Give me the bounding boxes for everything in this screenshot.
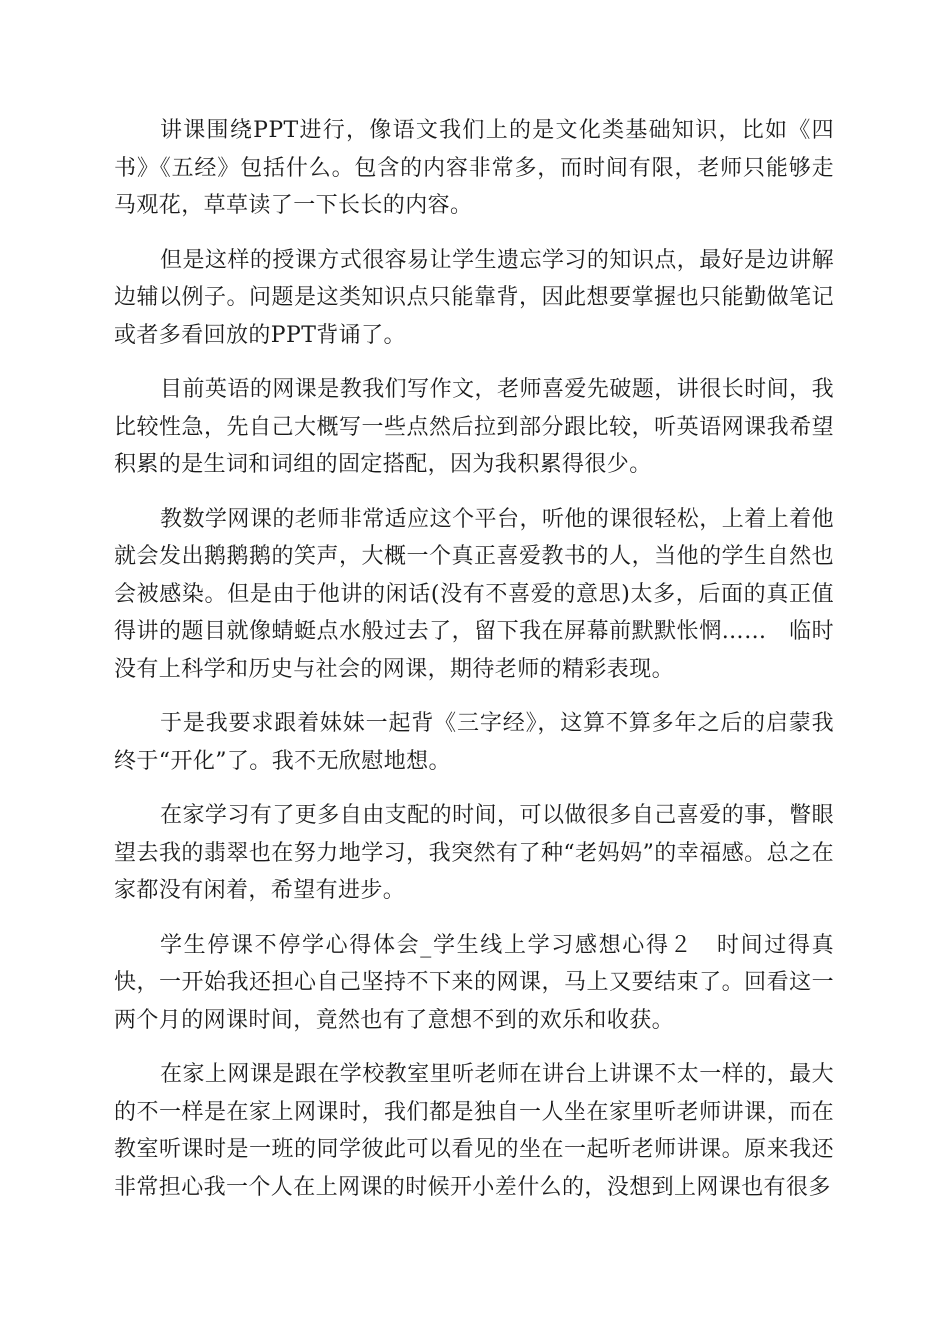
paragraph: 于是我要求跟着妹妹一起背《三字经》，这算不算多年之后的启蒙我终于“开化”了。我不无欣慰地想。	[114, 711, 834, 774]
paragraph: 在家学习有了更多自由支配的时间，可以做很多自己喜爱的事，瞥眼望去我的翡翠也在努力地学习，我突然有了种“老妈妈”的幸福感。总之在家都没有闲着，希望有进步。	[114, 803, 834, 903]
paragraph: 但是这样的授课方式很容易让学生遗忘学习的知识点，最好是边讲解边辅以例子。问题是这类知识点只能靠背，因此想要掌握也只能勤做笔记或者多看回放的PPT背诵了。	[114, 247, 834, 348]
paragraph: 在家上网课是跟在学校教室里听老师在讲台上讲课不太一样的，最大的不一样是在家上网课时，我们都是独自一人坐在家里听老师讲课，而在教室听课时是一班的同学彼此可以看见的坐在一起听老师讲课。原来我还非常担心我一个人在上网课的时候开小差什么的，没想到上网课也有很多	[114, 1062, 834, 1200]
paragraph: 教数学网课的老师非常适应这个平台，听他的课很轻松，上着上着他就会发出鹅鹅鹅的笑声，大概一个真正喜爱教书的人，当他的学生自然也会被感染。但是由于他讲的闲话(没有不喜爱的意思)太多，后面的真正值得讲的题目就像蜻蜓点水般过去了，留下我在屏幕前默默怅惘…… 临时没有上科学和历史与社会的网课，期待老师的精彩表现。	[114, 506, 834, 682]
document-body	[114, 112, 834, 1223]
paragraph: 目前英语的网课是教我们写作文，老师喜爱先破题，讲很长时间，我比较性急，先自己大概写一些点然后拉到部分跟比较，听英语网课我希望积累的是生词和词组的固定搭配，因为我积累得很少。	[114, 377, 834, 477]
paragraph: 讲课围绕PPT进行，像语文我们上的是文化类基础知识，比如《四书》《五经》包括什么。包含的内容非常多，而时间有限，老师只能够走马观花，草草读了一下长长的内容。	[114, 118, 834, 218]
paragraph: 学生停课不停学心得体会_学生线上学习感想心得２ 时间过得真快，一开始我还担心自己坚持不下来的网课，马上又要结束了。回看这一两个月的网课时间，竟然也有了意想不到的欢乐和收获。	[114, 932, 834, 1033]
